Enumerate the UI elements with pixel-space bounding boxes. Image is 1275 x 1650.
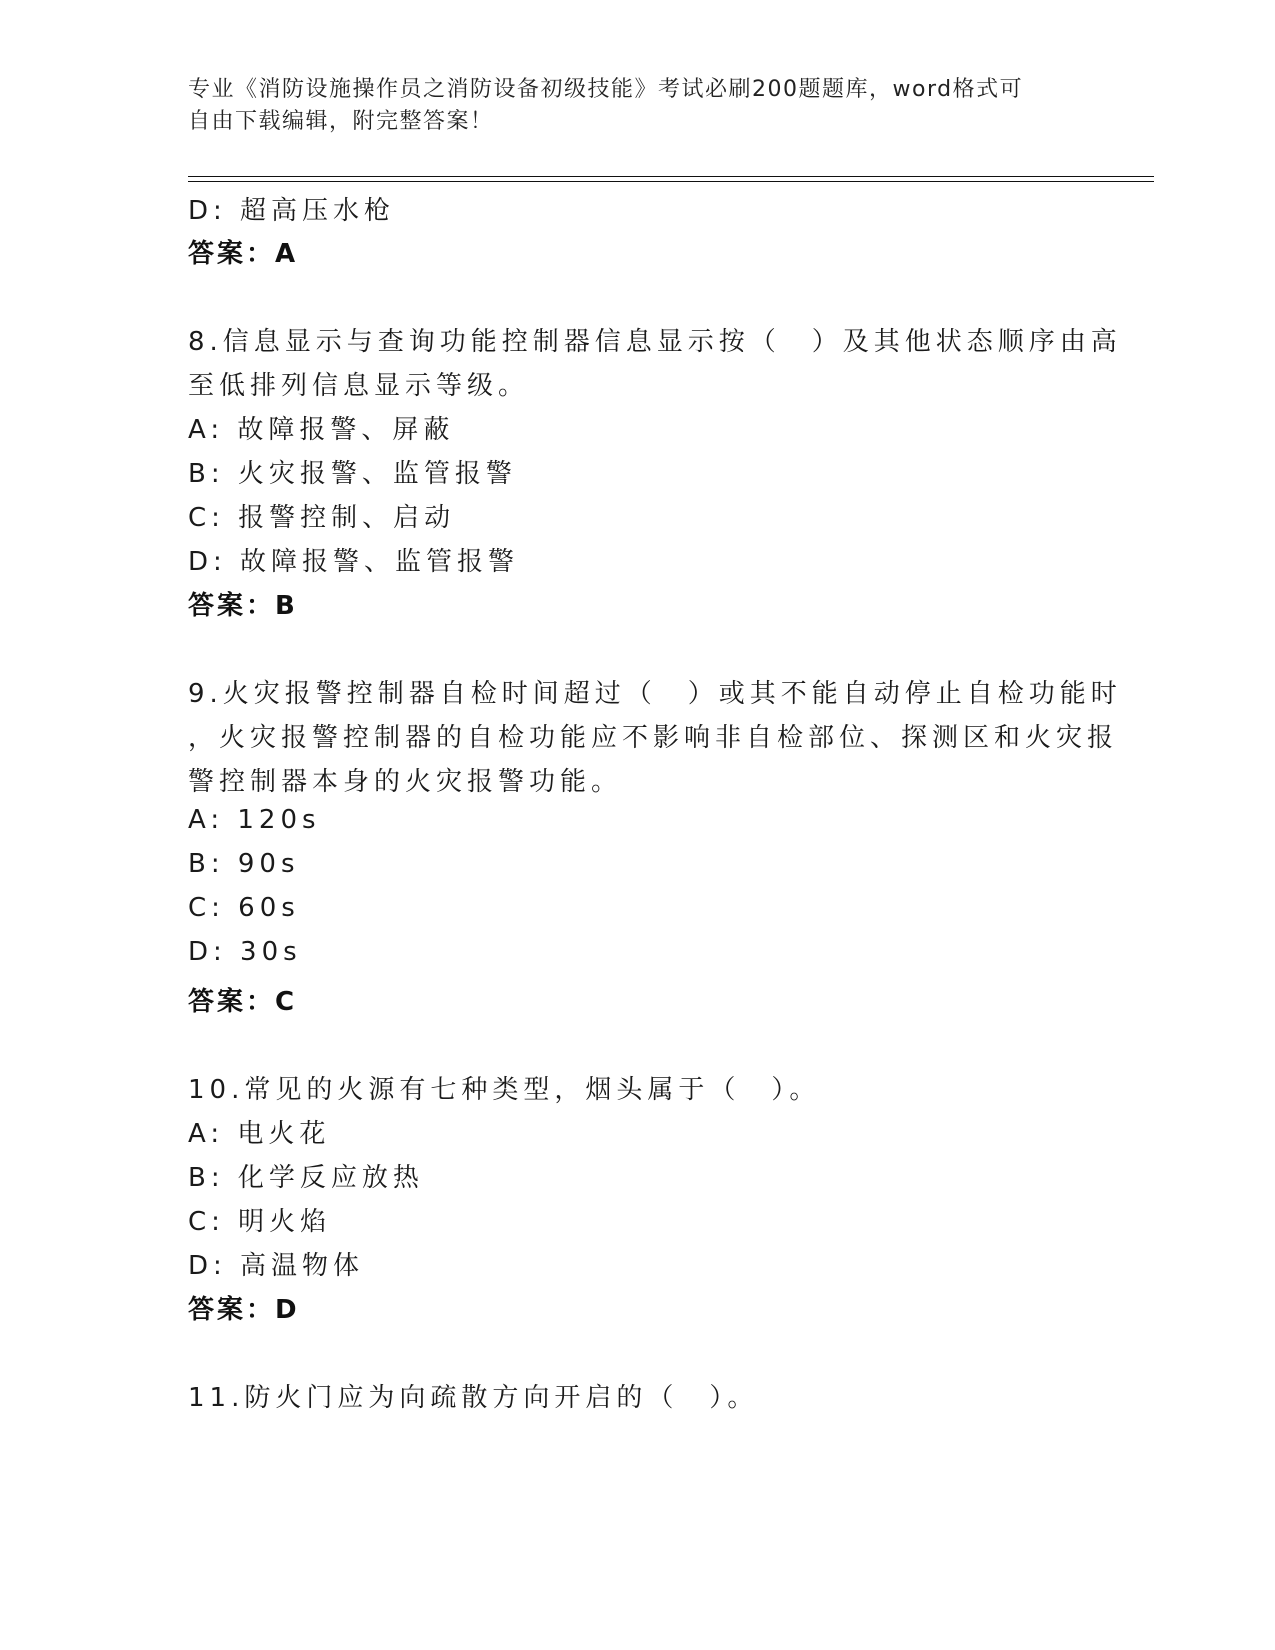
q8-option-b: B: 火灾报警、监管报警 — [188, 459, 517, 489]
q10-option-a: A: 电火花 — [188, 1119, 331, 1149]
q8-option-a: A: 故障报警、屏蔽 — [188, 415, 455, 445]
q9-option-b: B: 90s — [188, 849, 300, 879]
page-header — [188, 74, 1068, 138]
header-divider-top — [188, 176, 1154, 177]
q8-option-c: C: 报警控制、启动 — [188, 503, 456, 533]
q9-option-c: C: 60s — [188, 893, 300, 923]
q10-option-c: C: 明火焰 — [188, 1207, 332, 1237]
q9-text-line-3: 警控制器本身的火灾报警功能。 — [188, 767, 623, 797]
q8-text-line-2: 至低排列信息显示等级。 — [188, 371, 530, 401]
q10-text-line-1: 10.常见的火源有七种类型，烟头属于（ ）。 — [188, 1075, 821, 1105]
q9-text-line-2: ，火灾报警控制器的自检功能应不影响非自检部位、探测区和火灾报 — [188, 723, 1119, 753]
q10-answer: 答案：D — [188, 1295, 300, 1325]
header-title-line-2: 自由下载编辑，附完整答案！ — [188, 109, 494, 134]
prev-option-d: D: 超高压水枪 — [188, 196, 396, 226]
header-title-line-1: 专业《消防设施操作员之消防设备初级技能》考试必刷200题题库，word格式可 — [188, 77, 1024, 102]
q9-text-line-1: 9.火灾报警控制器自检时间超过（ ）或其不能自动停止自检功能时 — [188, 679, 1122, 709]
q11-text-line-1: 11.防火门应为向疏散方向开启的（ ）。 — [188, 1383, 759, 1413]
header-divider-bottom — [188, 181, 1154, 182]
q8-option-d: D: 故障报警、监管报警 — [188, 547, 520, 577]
q8-answer: 答案：B — [188, 591, 298, 621]
q10-option-b: B: 化学反应放热 — [188, 1163, 424, 1193]
q10-option-d: D: 高温物体 — [188, 1251, 365, 1281]
q9-option-d: D: 30s — [188, 937, 302, 967]
q8-text-line-1: 8.信息显示与查询功能控制器信息显示按（ ）及其他状态顺序由高 — [188, 327, 1122, 357]
q9-option-a: A: 120s — [188, 805, 321, 835]
prev-answer: 答案：A — [188, 239, 299, 269]
q9-answer: 答案：C — [188, 987, 298, 1017]
